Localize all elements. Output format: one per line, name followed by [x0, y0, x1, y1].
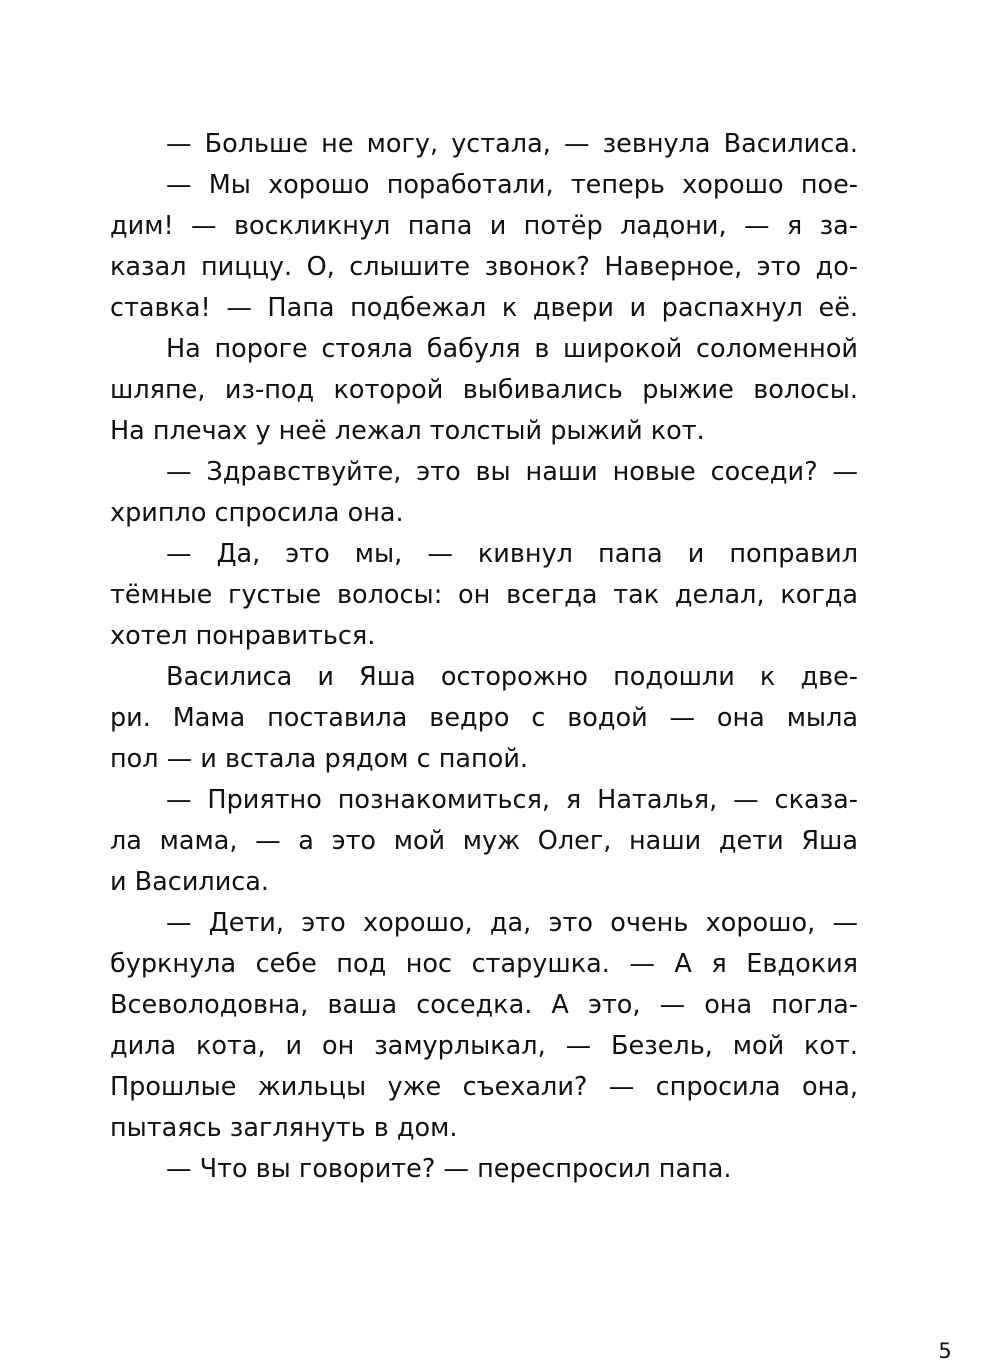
text-line: На пороге стояла бабуля в широкой соломенной [166, 334, 858, 364]
page-number: 5 [938, 1339, 952, 1363]
text-line: пол — и встала рядом с папой. [110, 744, 528, 774]
text-line: хрипло спросила она. [110, 498, 404, 528]
text-line: Василиса и Яша осторожно подошли к две- [166, 662, 858, 692]
text-line: и Василиса. [110, 867, 270, 897]
text-line: — Что вы говорите? — переспросил папа. [166, 1154, 732, 1184]
text-line: дим! — воскликнул папа и потёр ладони, — я за- [110, 211, 858, 241]
text-line: казал пиццу. О, слышите звонок? Наверное, это до- [110, 252, 858, 282]
text-line: ставка! — Папа подбежал к двери и распахнул её. [110, 293, 858, 323]
text-line: хотел понравиться. [110, 621, 376, 651]
body-text [110, 124, 858, 1190]
text-line: На плечах у неё лежал толстый рыжий кот. [110, 416, 705, 446]
text-line: — Больше не могу, устала, — зевнула Василиса. [166, 129, 858, 159]
text-line: — Приятно познакомиться, я Наталья, — сказа- [166, 785, 858, 815]
text-line: буркнула себе под нос старушка. — А я Евдокия [110, 949, 858, 979]
text-line: — Дети, это хорошо, да, это очень хорошо, — [166, 908, 858, 938]
text-line: ла мама, — а это мой муж Олег, наши дети Яша [110, 826, 858, 856]
text-line: — Мы хорошо поработали, теперь хорошо пое- [166, 170, 858, 200]
text-line: пытаясь заглянуть в дом. [110, 1113, 458, 1143]
text-line: шляпе, из-под которой выбивались рыжие волосы. [110, 375, 858, 405]
text-line: тёмные густые волосы: он всегда так делал, когда [110, 580, 858, 610]
text-line: — Здравствуйте, это вы наши новые соседи? — [166, 457, 858, 487]
text-line: ри. Мама поставила ведро с водой — она мыла [110, 703, 858, 733]
text-line: дила кота, и он замурлыкал, — Безель, мой кот. [110, 1031, 858, 1061]
text-line: — Да, это мы, — кивнул папа и поправил [166, 539, 858, 569]
text-line: Прошлые жильцы уже съехали? — спросила она, [110, 1072, 858, 1102]
text-line: Всеволодовна, ваша соседка. А это, — она погла- [110, 990, 858, 1020]
